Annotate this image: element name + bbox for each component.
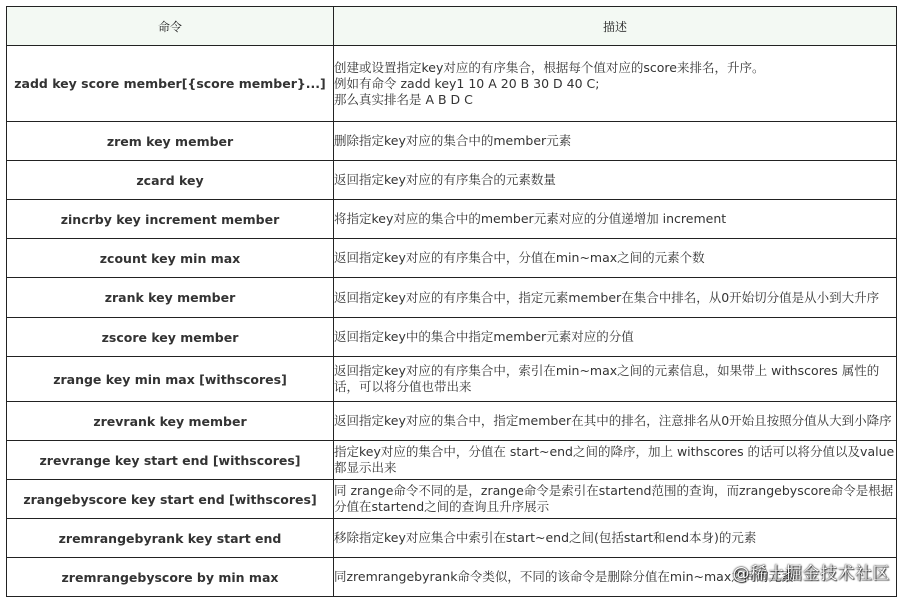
description-line: 将指定key对应的集合中的member元素对应的分值递增加 increment [334,211,727,226]
description-line: 指定key对应的集合中，分值在 start~end之间的降序，加上 withscores 的话可以将分值以及value都显示出来 [334,444,895,475]
description-cell [334,122,897,161]
command-cell: zcard key [7,161,334,200]
header-command: 命令 [7,7,334,46]
table-row [7,357,897,402]
description-line: 返回指定key对应的有序集合中，指定元素member在集合中排名，从0开始切分值是从小到大升序 [334,289,880,305]
description-cell [334,519,897,558]
description-cell [334,402,897,441]
header-row [7,7,897,46]
table-row [7,239,897,278]
description-cell [334,278,897,318]
table-body [7,46,897,597]
description-line: 返回指定key对应的集合中，指定member在其中的排名，注意排名从0开始且按照分值从大到小降序 [334,413,892,428]
description-line: 返回指定key对应的有序集合中，分值在min~max之间的元素个数 [334,250,705,265]
command-cell: zrangebyscore key start end [withscores] [7,480,334,519]
command-cell: zrange key min max [withscores] [7,357,334,402]
watermark: @稀土掘金技术社区 [732,564,890,584]
description-line: 例如有命令 zadd key1 10 A 20 B 30 D 40 C; [334,75,600,91]
command-cell: zcount key min max [7,239,334,278]
command-cell: zremrangebyscore by min max [7,558,334,597]
command-cell: zscore key member [7,318,334,357]
table-row [7,519,897,558]
command-cell: zrevrange key start end [withscores] [7,441,334,480]
command-cell: zrem key member [7,122,334,161]
table-row [7,441,897,480]
description-line: 同zremrangebyrank命令类似，不同的该命令是删除分值在min~max之间的元素 [334,569,794,584]
description-line: 移除指定key对应集合中索引在start~end之间(包括start和end本身)的元素 [334,530,757,545]
table-row [7,46,897,122]
table-row [7,480,897,519]
description-line: 创建或设置指定key对应的有序集合，根据每个值对应的score来排名，升序。 [334,59,765,75]
command-cell: zincrby key increment member [7,200,334,239]
description-cell [334,318,897,357]
description-cell [334,357,897,402]
description-cell [334,239,897,278]
description-line: 返回指定key中的集合中指定member元素对应的分值 [334,329,634,344]
description-line: 那么真实排名是 A B D C [334,91,473,107]
command-cell: zrank key member [7,278,334,318]
header-description: 描述 [334,7,897,46]
description-line: 同 zrange命令不同的是，zrange命令是索引在startend范围的查询，而zrangebyscore命令是根据分值在startend之间的查询且升序展示 [334,483,894,514]
table-row [7,318,897,357]
description-cell [334,441,897,480]
command-table [6,6,897,597]
table-row [7,161,897,200]
description-cell [334,200,897,239]
table-row [7,278,897,318]
command-cell: zrevrank key member [7,402,334,441]
description-line: 删除指定key对应的集合中的member元素 [334,133,572,148]
table-row [7,200,897,239]
command-cell: zadd key score member[{score member}...] [7,46,334,122]
description-line: 返回指定key对应的有序集合中，索引在min~max之间的元素信息，如果带上 withscores 属性的话，可以将分值也带出来 [334,363,880,394]
table-row [7,122,897,161]
table-row [7,402,897,441]
description-cell [334,161,897,200]
description-cell [334,480,897,519]
command-cell: zremrangebyrank key start end [7,519,334,558]
description-cell [334,46,897,122]
description-line: 返回指定key对应的有序集合的元素数量 [334,172,556,187]
